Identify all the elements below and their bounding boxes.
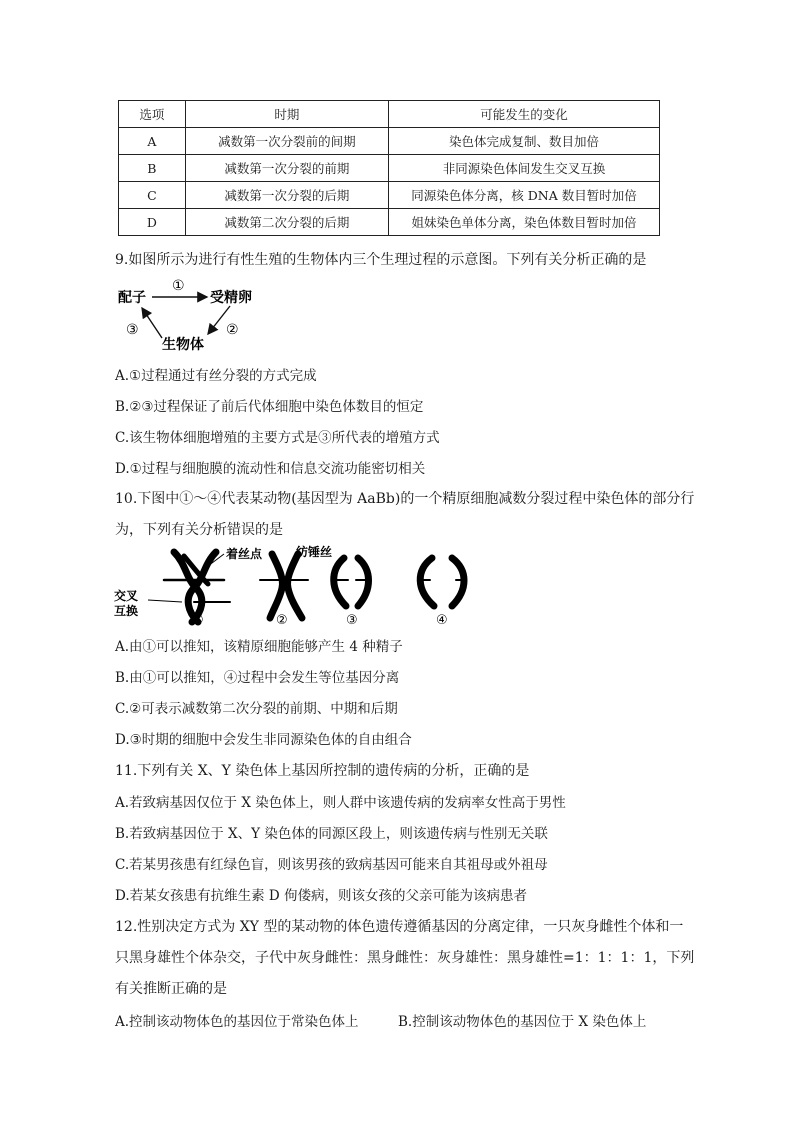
table-cell: 染色体完成复制、数目加倍 xyxy=(388,128,659,155)
figure-label-2: ② xyxy=(276,613,288,628)
figure-label-1: ① xyxy=(192,613,204,628)
question-9-option-a: A.①过程通过有丝分裂的方式完成 xyxy=(115,368,317,384)
chromosome-figure-2 xyxy=(260,554,308,618)
table-header-cell: 时期 xyxy=(185,101,388,128)
table-cell: 减数第一次分裂的后期 xyxy=(185,182,388,209)
question-11-option-b: B.若致病基因位于 X、Y 染色体的同源区段上，则该遗传病与性别无关联 xyxy=(115,826,548,842)
label-crossover-line-1: 交叉 xyxy=(114,589,139,603)
table-header-cell: 选项 xyxy=(119,101,186,128)
table-row xyxy=(119,209,660,236)
question-12-option-b: B.控制该动物体色的基因位于 X 染色体上 xyxy=(398,1014,647,1030)
question-10-option-a: A.由①可以推知，该精原细胞能够产生 4 种精子 xyxy=(115,639,403,655)
reproduction-cycle-diagram xyxy=(112,272,272,354)
table-cell: 减数第一次分裂的前期 xyxy=(185,155,388,182)
question-11-stem: 11.下列有关 X、Y 染色体上基因所控制的遗传病的分析，正确的是 xyxy=(115,763,530,779)
table-row xyxy=(119,128,660,155)
table-cell: 减数第二次分裂的后期 xyxy=(185,209,388,236)
step-label-2: ② xyxy=(226,322,239,338)
table-row xyxy=(119,182,660,209)
table-header-row xyxy=(119,101,660,128)
label-centromere: 着丝点 xyxy=(226,547,263,561)
node-organism: 生物体 xyxy=(162,337,204,353)
figure-label-4: ④ xyxy=(436,613,448,628)
question-10-option-d: D.③时期的细胞中会发生非同源染色体的自由组合 xyxy=(115,732,412,748)
node-gamete: 配子 xyxy=(118,290,146,306)
table-cell: C xyxy=(119,182,186,209)
question-12-option-a: A.控制该动物体色的基因位于常染色体上 xyxy=(115,1014,359,1030)
crossover-pointer xyxy=(148,600,182,602)
question-11-option-c: C.若某男孩患有红绿色盲，则该男孩的致病基因可能来自其祖母或外祖母 xyxy=(115,857,548,873)
question-9-stem: 9.如图所示为进行有性生殖的生物体内三个生理过程的示意图。下列有关分析正确的是 xyxy=(115,252,647,268)
question-9-option-b: B.②③过程保证了前后代体细胞中染色体数目的恒定 xyxy=(115,399,424,415)
label-crossover-line-2: 互换 xyxy=(114,604,139,618)
cycle-diagram-svg xyxy=(112,272,272,354)
question-11-option-a: A.若致病基因仅位于 X 染色体上，则人群中该遗传病的发病率女性高于男性 xyxy=(115,795,566,811)
table-cell: D xyxy=(119,209,186,236)
table-cell: 非同源染色体间发生交叉互换 xyxy=(388,155,659,182)
answer-options-table xyxy=(118,100,660,236)
figure-label-3: ③ xyxy=(346,613,358,628)
question-10-stem-line-1: 10.下图中①～④代表某动物(基因型为 AaBb)的一个精原细胞减数分裂过程中染色体的部分行 xyxy=(115,491,695,507)
table-cell: 姐妹染色单体分离，染色体数目暂时加倍 xyxy=(388,209,659,236)
question-12-stem-line-1: 12.性别决定方式为 XY 型的某动物的体色遗传遵循基因的分离定律，一只灰身雌性个体和一 xyxy=(115,919,684,935)
arrow-meiosis xyxy=(142,308,162,338)
label-spindle: 纺锤丝 xyxy=(296,545,333,559)
question-12-stem-line-2: 只黑身雄性个体杂交，子代中灰身雌性：黑身雌性：灰身雄性：黑身雄性=1：1：1：1，下列 xyxy=(115,950,695,966)
question-10-option-c: C.②可表示减数第二次分裂的前期、中期和后期 xyxy=(115,701,398,717)
chromosome-figure-4 xyxy=(420,558,466,606)
step-label-3: ③ xyxy=(126,322,139,338)
question-11-option-d: D.若某女孩患有抗维生素 D 佝偻病，则该女孩的父亲可能为该病患者 xyxy=(115,888,528,904)
table-cell: B xyxy=(119,155,186,182)
chromosome-diagram-svg xyxy=(112,544,492,628)
table-row xyxy=(119,155,660,182)
chromosome-behavior-diagram xyxy=(112,544,492,628)
table-cell: 同源染色体分离，核 DNA 数目暂时加倍 xyxy=(388,182,659,209)
node-zygote: 受精卵 xyxy=(210,290,252,306)
question-10-option-b: B.由①可以推知，④过程中会发生等位基因分离 xyxy=(115,670,400,686)
table-header-cell: 可能发生的变化 xyxy=(388,101,659,128)
table-cell: 减数第一次分裂前的间期 xyxy=(185,128,388,155)
chromosome-figure-3 xyxy=(334,558,370,606)
question-10-stem-line-2: 为，下列有关分析错误的是 xyxy=(115,522,283,538)
question-12-stem-line-3: 有关推断正确的是 xyxy=(115,981,227,997)
step-label-1: ① xyxy=(172,278,185,294)
chromosome-figure-1 xyxy=(164,552,230,622)
table-cell: A xyxy=(119,128,186,155)
question-9-option-d: D.①过程与细胞膜的流动性和信息交流功能密切相关 xyxy=(115,461,426,477)
question-9-option-c: C.该生物体细胞增殖的主要方式是③所代表的增殖方式 xyxy=(115,430,440,446)
